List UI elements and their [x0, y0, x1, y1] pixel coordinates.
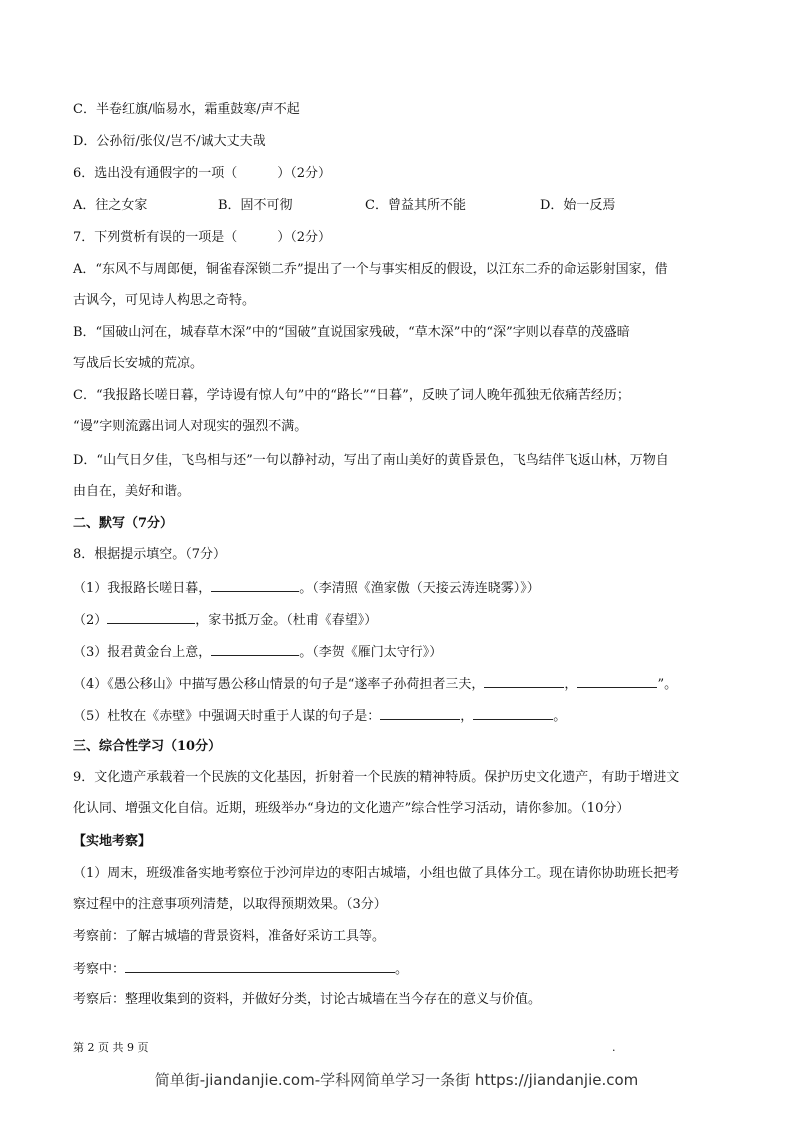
page-number: 第 2 页 共 9 页	[73, 1041, 149, 1054]
q8-item-4-blank-1[interactable]	[484, 673, 564, 688]
q8-item-1-text: （1）我报路长嗟日暮，	[73, 581, 212, 596]
q8-item-4-text: （4）《愚公移山》中描写愚公移山情景的句子是“遂率子孙荷担者三夫，	[73, 677, 485, 692]
q9-subheading: 【实地考察】	[73, 834, 152, 849]
q8-item-4	[73, 673, 735, 695]
section-3-title: 三、综合性学习（10分）	[73, 739, 222, 754]
q8-item-2-text: （2）	[73, 613, 108, 628]
q8-item-4-comma: ，	[564, 677, 578, 692]
q8-item-5-text: （5）杜牧在《赤壁》中强调天时重于人谋的句子是：	[73, 709, 381, 724]
q9-before: 考察前：了解古城墙的背景资料，准备好采访工具等。	[73, 929, 386, 944]
q8-item-2	[73, 609, 735, 631]
q5-option-d: D．公孙衍/张仪/岂不/诚大丈夫哉	[73, 134, 266, 149]
q8-item-1-blank[interactable]	[211, 577, 299, 592]
section-2-title: 二、默写（7分）	[73, 516, 174, 531]
q8-item-1	[73, 577, 735, 599]
q6-option-a: A．往之女家	[73, 198, 148, 213]
q9-during-blank[interactable]	[125, 958, 395, 973]
q7-option-d-line1: D．“山气日夕佳，飞鸟相与还”一句以静衬动，写出了南山美好的黄昏景色，飞鸟结伴飞返山林，万物自	[73, 453, 669, 468]
q9-during	[73, 958, 735, 980]
q8-item-2-blank[interactable]	[107, 609, 195, 624]
q8-item-3	[73, 641, 735, 663]
q6-stem-text: 6．选出没有通假字的一项（	[73, 166, 238, 181]
q8-item-5	[73, 705, 735, 727]
q8-item-3-blank[interactable]	[211, 641, 299, 656]
watermark: 简单街-jiandanjie.com-学科网简单学习一条街 https://jiandanjie.com	[154, 1071, 639, 1089]
q8-item-5-comma: ，	[460, 709, 474, 724]
q7-option-b-line2: 写战后长安城的荒凉。	[73, 356, 204, 371]
q9-sub1-line2: 察过程中的注意事项列清楚，以取得预期效果。（3分）	[73, 897, 387, 912]
q7-option-d-line2: 由自在，美好和谐。	[73, 484, 191, 499]
q8-item-1-source: 。（李清照《渔家傲（天接云涛连晓雾）》）	[299, 581, 540, 596]
q9-stem-line1: 9．文化遗产承载着一个民族的文化基因，折射着一个民族的精神特质。保护历史文化遗产，有助于增进文	[73, 770, 680, 785]
q8-item-2-source: ，家书抵万金。（杜甫《春望》）	[195, 613, 378, 628]
q7-stem-score: ）（2分）	[277, 230, 332, 245]
q8-item-3-text: （3）报君黄金台上意，	[73, 645, 212, 660]
q8-item-5-end: 。	[553, 709, 567, 724]
q8-stem: 8．根据提示填空。（7分）	[73, 547, 227, 562]
q7-option-c-line2: “谩”字则流露出词人对现实的强烈不满。	[73, 419, 308, 434]
q7-option-a-line1: A．“东风不与周郎便，铜雀春深锁二乔”提出了一个与事实相反的假设，以江东二乔的命运影射国家，借	[73, 262, 668, 277]
q8-item-5-blank-1[interactable]	[380, 705, 460, 720]
q9-sub1-line1: （1）周末，班级准备实地考察位于沙河岸边的枣阳古城墙，小组也做了具体分工。现在请你协助班长把考	[73, 866, 680, 881]
q8-item-5-blank-2[interactable]	[473, 705, 553, 720]
q9-during-end: 。	[395, 962, 409, 977]
q9-stem-line2: 化认同、增强文化自信。近期，班级举办“身边的文化遗产”综合性学习活动，请你参加。（10分）	[73, 801, 630, 816]
q5-option-c: C．半卷红旗/临易水，霜重鼓寒/声不起	[73, 102, 300, 117]
q7-stem-text: 7．下列赏析有误的一项是（	[73, 230, 238, 245]
q7-option-a-line2: 古讽今，可见诗人构思之奇特。	[73, 293, 256, 308]
q9-during-label: 考察中：	[73, 962, 126, 977]
q6-option-b: B．固不可彻	[218, 198, 293, 213]
q7-option-b-line1: B．“国破山河在，城春草木深”中的“国破”直说国家残破，“草木深”中的“深”字则以春草的茂盛暗	[73, 325, 630, 340]
q6-stem	[73, 164, 735, 184]
q6-option-c: C．曾益其所不能	[365, 198, 466, 213]
q7-stem	[73, 228, 735, 248]
q8-item-4-end: ”。	[657, 677, 678, 692]
footer-dot: .	[612, 1041, 616, 1054]
q6-stem-score: ）（2分）	[277, 166, 332, 181]
q8-item-3-source: 。（李贺《雁门太守行》）	[299, 645, 443, 660]
q6-option-d: D．始一反焉	[540, 198, 616, 213]
q6-options	[73, 196, 735, 216]
q7-option-c-line1: C．“我报路长嗟日暮，学诗谩有惊人句”中的“路长”“日暮”，反映了词人晚年孤独无依痛苦经历；	[73, 388, 630, 403]
q9-after: 考察后：整理收集到的资料，并做好分类，讨论古城墙在当今存在的意义与价值。	[73, 992, 542, 1007]
q8-item-4-blank-2[interactable]	[577, 673, 657, 688]
